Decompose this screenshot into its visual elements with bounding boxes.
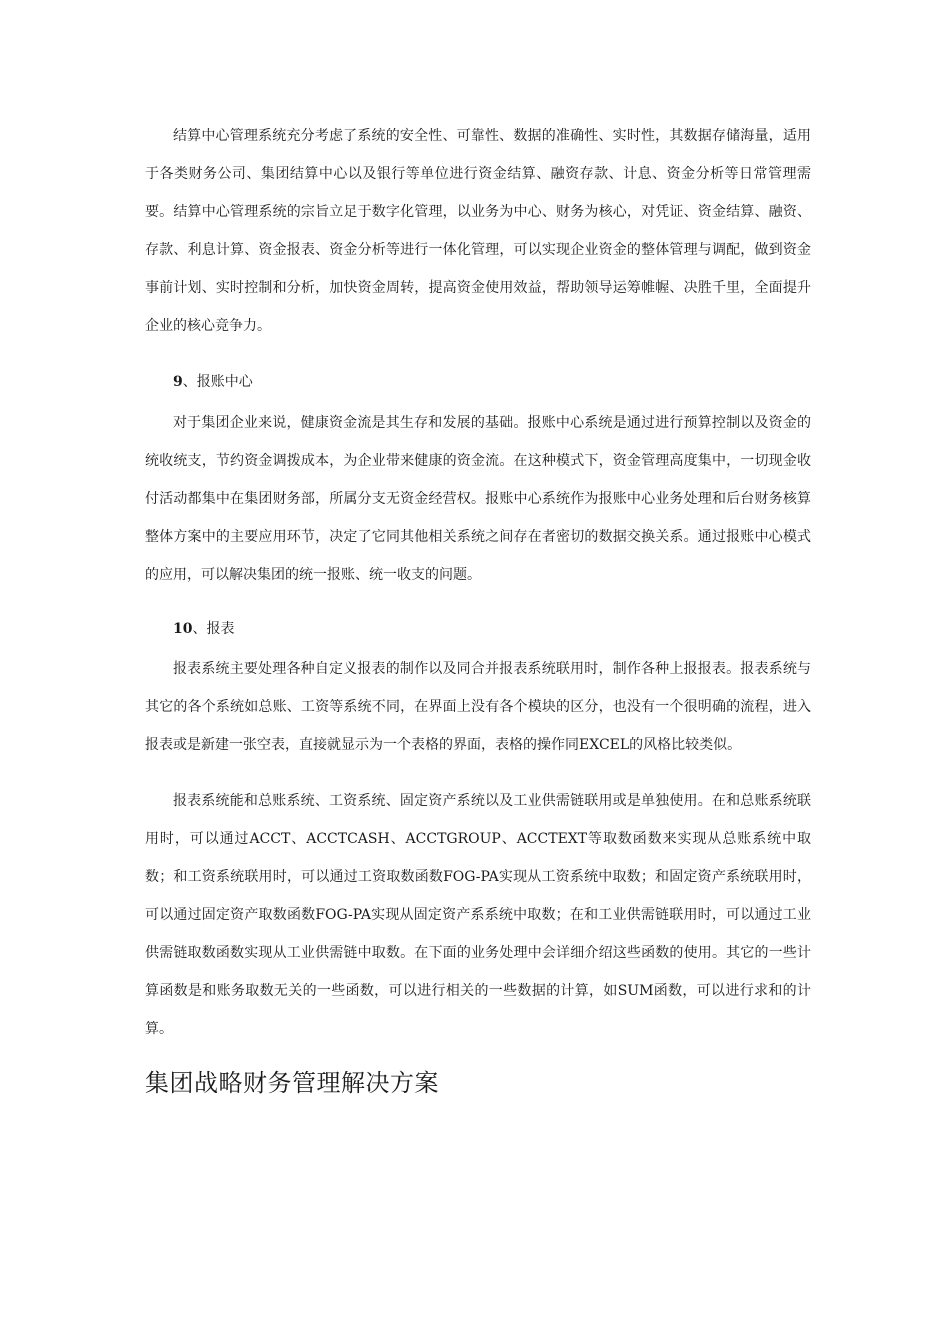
reports-heading xyxy=(173,619,234,639)
reimbursement-paragraph: 对于集团企业来说，健康资金流是其生存和发展的基础。报账中心系统是通过进行预算控制以及资金的统收统支，节约资金调拨成本，为企业带来健康的资金流。在这种模式下，资金管理高度集中，一切现金收付活动都集中在集团财务部，所属分支无资金经营权。报账中心系统作为报账中心业务处理和后台财务核算整体方案中的主要应用环节，决定了它同其他相关系统之间存在者密切的数据交换关系。通过报账中心模式的应用，可以解决集团的统一报账、统一收支的问题。 xyxy=(145,415,811,583)
heading-text: 、报账中心 xyxy=(182,374,253,390)
settlement-center-paragraph: 结算中心管理系统充分考虑了系统的安全性、可靠性、数据的准确性、实时性，其数据存储海量，适用于各类财务公司、集团结算中心以及银行等单位进行资金结算、融资存款、计息、资金分析等日常管理需要。结算中心管理系统的宗旨立足于数字化管理，以业务为中心、财务为核心，对凭证、资金结算、融资、存款、利息计算、资金报表、资金分析等进行一体化管理，可以实现企业资金的整体管理与调配，做到资金事前计划、实时控制和分析，加快资金周转，提高资金使用效益，帮助领导运筹帷幄、决胜千里，全面提升企业的核心竞争力。 xyxy=(145,128,811,334)
reimbursement-heading xyxy=(173,372,253,392)
reports-paragraph-2: 报表系统能和总账系统、工资系统、固定资产系统以及工业供需链联用或是单独使用。在和总账系统联用时，可以通过ACCT、ACCTCASH、ACCTGROUP、ACCTEXT等取数函数来实现从总账系统中取数；和工资系统联用时，可以通过工资取数函数FOG-PA实现从工资系统中取数；和固定资产系统联用时，可以通过固定资产取数函数FOG-PA实现从固定资产系系统中取数；在和工业供需链联用时，可以通过工业供需链取数函数实现从工业供需链中取数。在下面的业务处理中会详细介绍这些函数的使用。其它的一些计算函数是和账务取数无关的一些函数，可以进行相关的一些数据的计算，如SUM函数，可以进行求和的计算。 xyxy=(145,793,811,1037)
heading-text: 、报表 xyxy=(192,621,235,637)
section-title: 集团战略财务管理解决方案 xyxy=(145,1069,439,1097)
heading-number: 9 xyxy=(173,374,183,390)
reports-paragraph-1: 报表系统主要处理各种自定义报表的制作以及同合并报表系统联用时，制作各种上报报表。报表系统与其它的各个系统如总账、工资等系统不同，在界面上没有各个模块的区分，也没有一个很明确的流程，进入报表或是新建一张空表，直接就显示为一个表格的界面，表格的操作同EXCEL的风格比较类似。 xyxy=(145,661,811,753)
heading-number: 10 xyxy=(173,621,193,637)
